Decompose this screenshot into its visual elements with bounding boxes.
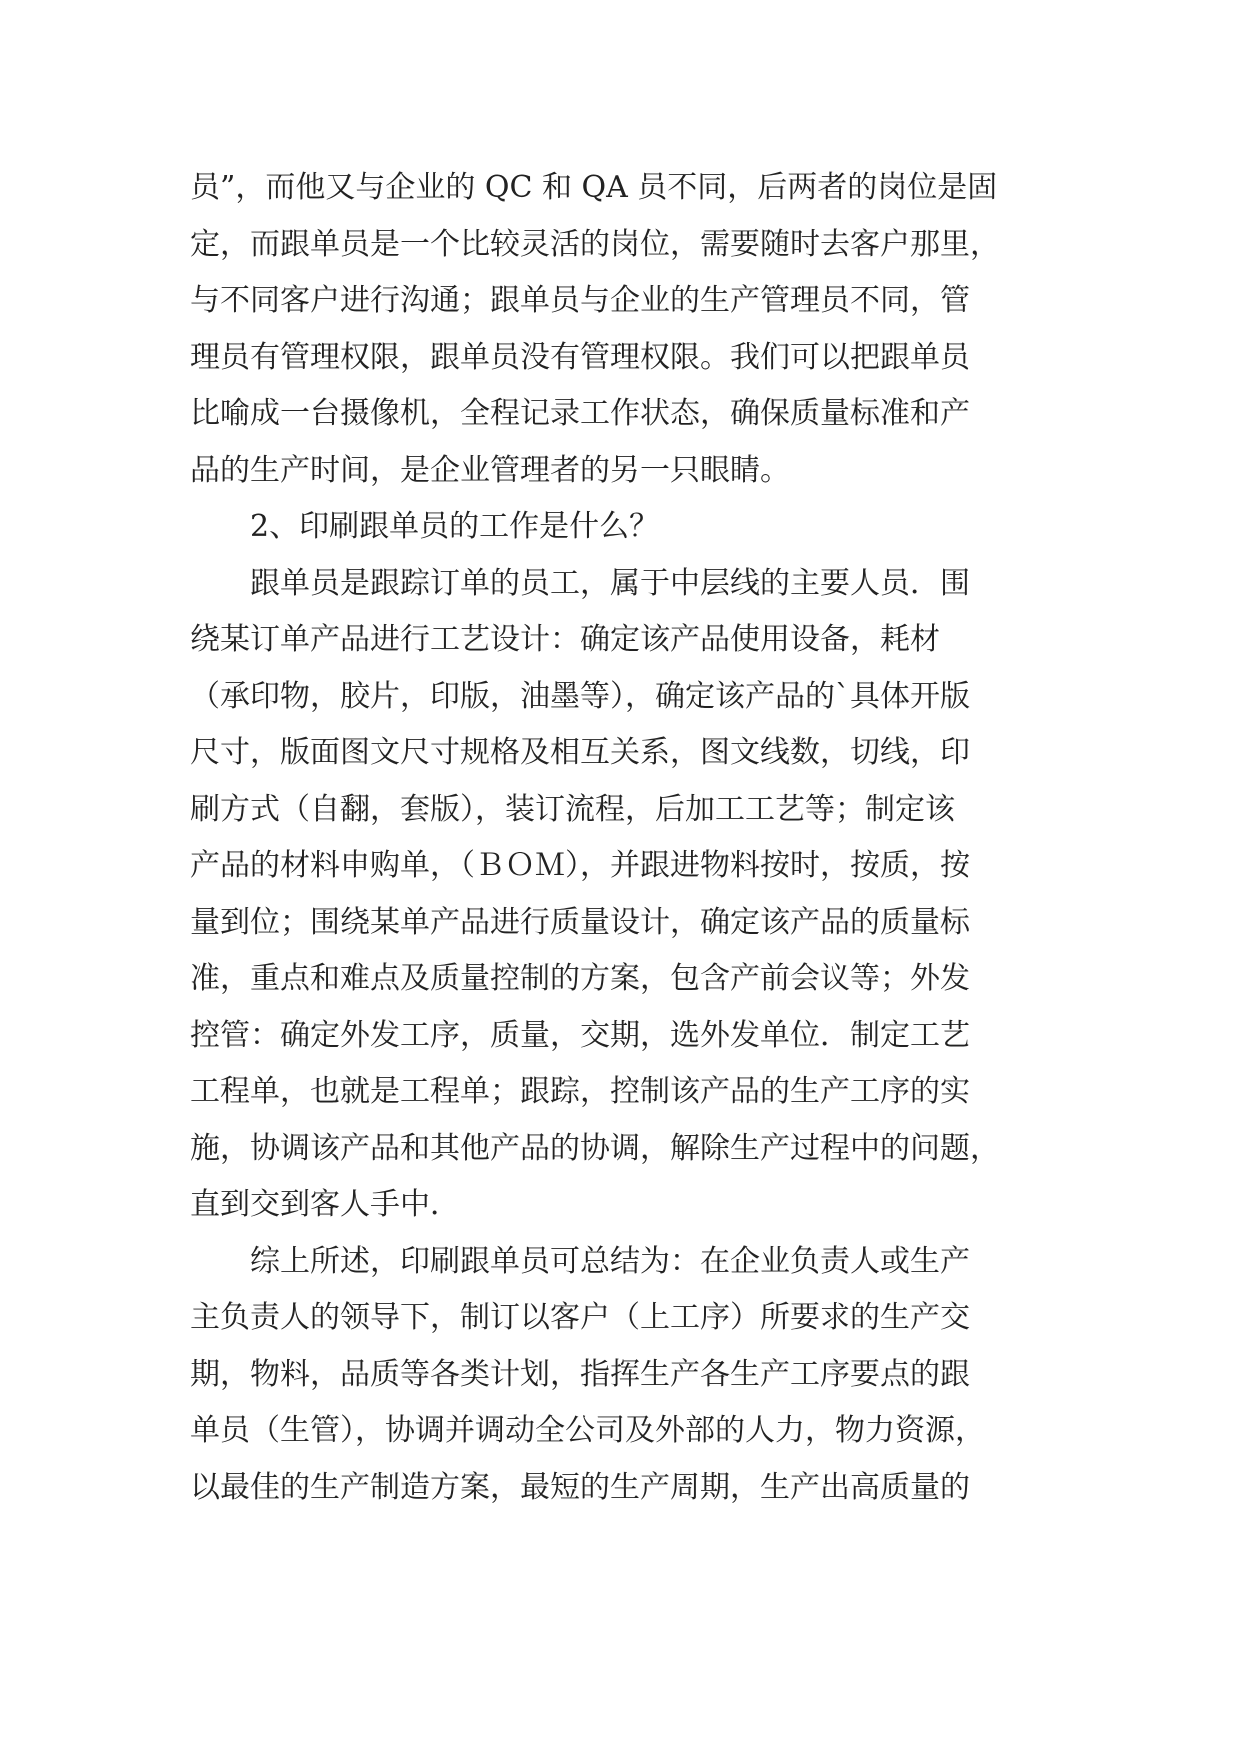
text-line: 期，物料，品质等各类计划，指挥生产各生产工序要点的跟 — [190, 1356, 970, 1392]
text-line: 刷方式（自翻，套版），装订流程，后加工工艺等；制定该 — [190, 791, 955, 827]
document-body — [190, 160, 1050, 1516]
text-line: 与不同客户进行沟通；跟单员与企业的生产管理员不同，管 — [190, 283, 970, 318]
paragraph-first-line: 跟单员是跟踪订单的员工，属于中层线的主要人员．围 — [250, 565, 970, 601]
text-line: 单员（生管），协调并调动全公司及外部的人力，物力资源， — [190, 1413, 985, 1448]
text-line: 主负责人的领导下，制订以客户（上工序）所要求的生产交 — [190, 1300, 970, 1335]
text-line: 理员有管理权限，跟单员没有管理权限。我们可以把跟单员 — [190, 339, 970, 375]
text-line: 准，重点和难点及质量控制的方案，包含产前会议等；外发 — [190, 961, 970, 996]
section-heading: 2、印刷跟单员的工作是什么？ — [250, 509, 660, 544]
paragraph-first-line: 综上所述，印刷跟单员可总结为：在企业负责人或生产 — [250, 1243, 970, 1279]
text-line: 比喻成一台摄像机，全程记录工作状态，确保质量标准和产 — [190, 396, 970, 431]
text-line: 施，协调该产品和其他产品的协调，解除生产过程中的问题， — [190, 1130, 1000, 1166]
text-line: 定，而跟单员是一个比较灵活的岗位，需要随时去客户那里， — [190, 226, 1000, 262]
text-line: 尺寸，版面图文尺寸规格及相互关系，图文线数，切线，印 — [190, 735, 970, 770]
text-line: 量到位；围绕某单产品进行质量设计，确定该产品的质量标 — [190, 904, 970, 940]
text-line: 员”，而他又与企业的 QC 和 QA 员不同，后两者的岗位是固 — [190, 170, 998, 205]
text-line: 品的生产时间，是企业管理者的另一只眼睛。 — [190, 452, 790, 488]
text-line: 绕某订单产品进行工艺设计：确定该产品使用设备，耗材 — [190, 622, 940, 657]
text-line: 控管：确定外发工序，质量，交期，选外发单位．制定工艺 — [190, 1017, 970, 1053]
text-line: 以最佳的生产制造方案，最短的生产周期，生产出高质量的 — [190, 1469, 970, 1505]
text-line: 直到交到客人手中． — [190, 1187, 460, 1222]
text-line: 产品的材料申购单，（ＢＯＭ），并跟进物料按时，按质，按 — [190, 848, 970, 883]
text-line: 工程单，也就是工程单；跟踪，控制该产品的生产工序的实 — [190, 1074, 970, 1109]
text-line: （承印物，胶片，印版，油墨等），确定该产品的`具体开版 — [190, 678, 970, 714]
